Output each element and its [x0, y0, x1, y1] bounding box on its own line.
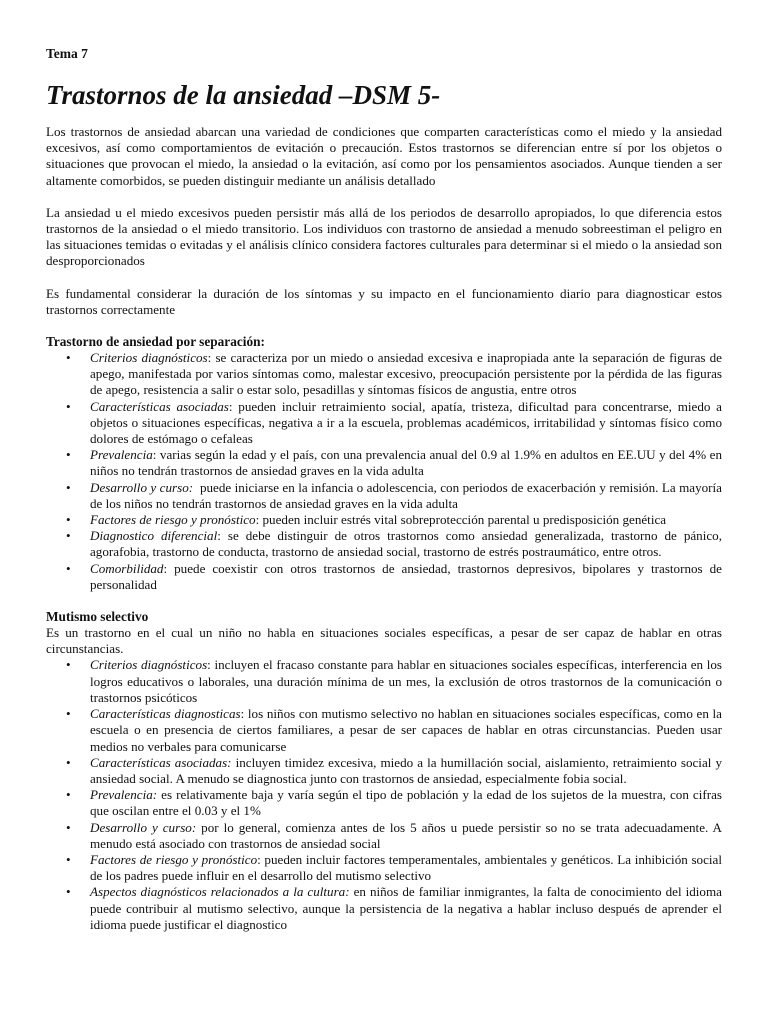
bullet-icon: •: [66, 706, 71, 722]
bullet-icon: •: [66, 787, 71, 803]
item-text: : los niños con mutismo selectivo no hablan en situaciones sociales específicas, como en la escuela o en presencia de ciertos familiares, a pesar de ser capaces de hablar en otras circunstancias. Pueden usar medios no verbales para comunicarse: [90, 706, 722, 754]
list-item: [66, 819, 722, 852]
item-term: Comorbilidad: [90, 560, 164, 576]
list-item: [66, 706, 722, 755]
paragraph: La ansiedad u el miedo excesivos pueden persistir más allá de los periodos de desarrollo apropiados, lo que diferencia estos trastornos de la ansiedad o el miedo transitorio. Los individuos con trastorno de ansiedad a menudo sobreestiman el peligro en las situaciones temidas o evitadas y el análisis clínico considera factores culturales para determinar si el miedo o la ansiedad son desproporcionados: [46, 204, 722, 269]
bullet-icon: •: [66, 350, 71, 366]
item-text: : pueden incluir factores temperamentales, ambientales y genéticos. La inhibición social de los padres puede influir en el desarrollo del mutismo selectivo: [90, 851, 722, 884]
bullet-icon: •: [66, 657, 71, 673]
bullet-icon: •: [66, 512, 71, 528]
list-item: [66, 398, 722, 448]
list-item: [66, 528, 722, 560]
item-term: Desarrollo y curso:: [90, 479, 194, 495]
bullet-icon: •: [66, 560, 71, 576]
bullet-icon: •: [66, 528, 71, 544]
topic-label: Tema 7: [46, 46, 88, 61]
list-item: [66, 657, 723, 706]
item-text: es relativamente baja y varía según el tipo de población y la edad de los sujetos de la muestra, con cifras que oscilan entre el 0.03 y el 1%: [90, 787, 722, 819]
list-item: [66, 512, 722, 528]
list-item: [66, 787, 722, 819]
section-selective-mutism: [46, 609, 722, 933]
document-title: Trastornos de la ansiedad –DSM 5-: [46, 80, 441, 110]
bullet-icon: •: [66, 479, 71, 495]
item-term: Diagnostico diferencial: [90, 528, 218, 544]
list-item: [66, 754, 722, 787]
paragraph: Los trastornos de ansiedad abarcan una variedad de condiciones que comparten características como el miedo y la ansiedad excesivos, así como comportamientos de evitación o precaución. Estos trastornos se diferencian entre sí por los objetos o situaciones que provocan el miedo, la ansiedad o la evitación, así como por los pensamientos asociados. Aunque tienden a ser altamente comorbidos, se pueden distinguir mediante un análisis detallado: [46, 124, 722, 188]
item-text: : se debe distinguir de otros trastornos como ansiedad generalizada, trastorno de pánico, agorafobia, trastorno de conducta, trastorno de ansiedad social, trastorno de estrés postraumático, entre otros.: [90, 528, 722, 560]
item-term: Aspectos diagnósticos relacionados a la cultura:: [90, 884, 350, 900]
section-separation-anxiety: [46, 334, 726, 593]
section-heading: Trastorno de ansiedad por separación:: [46, 334, 265, 350]
item-term: Características diagnosticas: [90, 706, 241, 722]
list-item: [66, 884, 722, 933]
list-item: [66, 851, 722, 884]
item-text: : puede coexistir con otros trastornos de ansiedad, trastornos depresivos, bipolares y trastornos de personalidad: [90, 560, 722, 592]
item-text: : varias según la edad y el país, con una prevalencia anual del 0.9 al 1.9% en adultos en EE.UU y del 4% en niños no tendrán trastornos de ansiedad graves en la vida adulta: [90, 447, 722, 479]
item-text: : pueden incluir estrés vital sobreprotección parental u predisposición genética: [255, 512, 667, 528]
bullet-icon: •: [66, 819, 71, 835]
list-item: [66, 479, 726, 512]
item-text: : incluyen el fracaso constante para hablar en situaciones sociales específicas, interferencia en los logros educativos o laborales, una duración mínima de un mes, la exclusión de otros trastornos de la comunicación o trastornos psicóticos: [90, 657, 723, 705]
item-text: : pueden incluir retraimiento social, apatía, tristeza, dificultad para concentrarse, miedo a objetos o situaciones específicas, negativa a ir a la escuela, problemas académicos, irritabilidad y síntomas físico como dolores de estómago o cefaleas: [90, 398, 722, 447]
item-text: por lo general, comienza antes de los 5 años u puede persistir so no se trata adecuadamente. A menudo está asociado con trastornos de ansiedad social: [90, 819, 722, 851]
item-term: Prevalencia:: [90, 787, 158, 803]
section-intro: Es un trastorno en el cual un niño no habla en situaciones sociales específicas, a pesar de ser capaz de hablar en otras circunstancias.: [46, 625, 722, 657]
bullet-icon: •: [66, 398, 71, 414]
bullet-icon: •: [66, 884, 71, 900]
item-term: Desarrollo y curso:: [90, 819, 197, 835]
item-text: puede iniciarse en la infancia o adolescencia, con periodos de exacerbación y remisión. La mayoría de los niños no tendrán trastornos de ansiedad graves en la vida adulta: [90, 479, 726, 511]
item-text: incluyen timidez excesiva, miedo a la humillación social, aislamiento, retraimiento social y ansiedad social. A menudo se diagnostica junto con trastornos de ansiedad, especialmente fobia social.: [90, 754, 722, 786]
item-term: Factores de riesgo y pronóstico: [90, 512, 256, 528]
list-item: [66, 560, 722, 593]
item-term: Características asociadas: [90, 398, 229, 414]
item-term: Criterios diagnósticos: [90, 657, 208, 673]
item-term: Factores de riesgo y pronóstico: [90, 851, 258, 867]
item-term: Características asociadas:: [90, 754, 232, 770]
bullet-list: [46, 350, 726, 593]
item-text: : se caracteriza por un miedo o ansiedad excesiva e inapropiada ante la separación de figuras de apego, manifestada por varios síntomas como, malestar excesivo, preocupación persistente por la pérdida de las figuras de apego, resistencia a salir o estar solo, pesadillas y síntomas físicos de angustia, entre otros: [90, 350, 722, 398]
item-term: Prevalencia: [90, 447, 153, 463]
item-term: Criterios diagnósticos: [90, 350, 208, 366]
bullet-icon: •: [66, 851, 71, 867]
paragraph: Es fundamental considerar la duración de los síntomas y su impacto en el funcionamiento diario para diagnosticar estos trastornos correctamente: [46, 285, 722, 317]
item-text: en niños de familiar inmigrantes, la falta de conocimiento del idioma puede contribuir al mutismo selectivo, aunque la persistencia de la negativa a hablar incluso después de aprender el idioma puede justificar el diagnostico: [90, 884, 722, 932]
list-item: [66, 350, 722, 399]
bullet-icon: •: [66, 754, 71, 770]
list-item: [66, 447, 722, 479]
bullet-icon: •: [66, 447, 71, 463]
section-heading: Mutismo selectivo: [46, 609, 149, 625]
bullet-list: [46, 657, 722, 932]
